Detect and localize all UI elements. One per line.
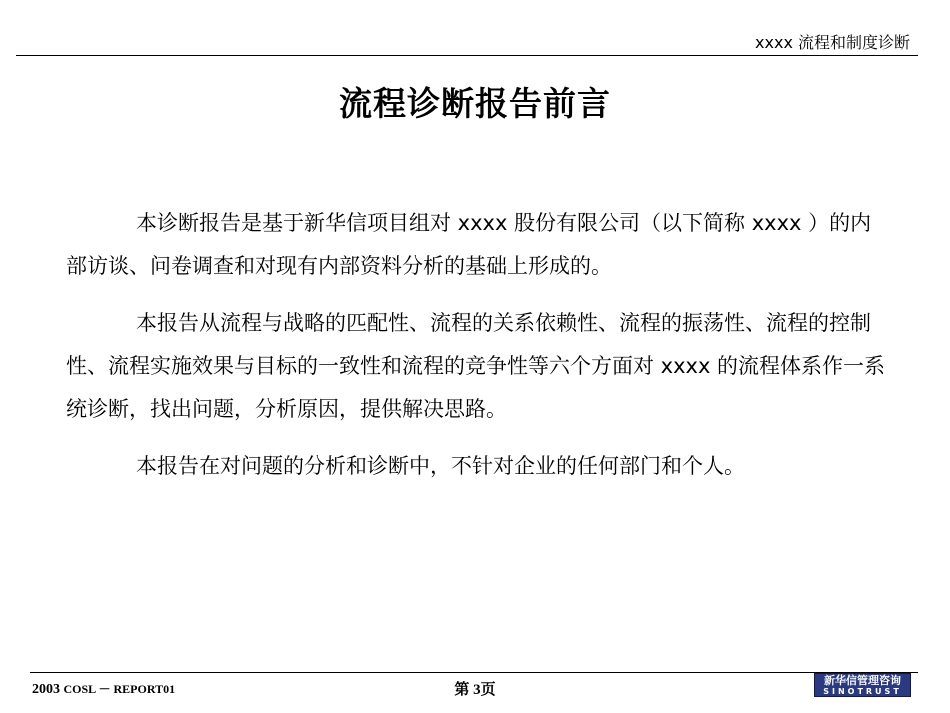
sinotrust-logo xyxy=(814,673,911,697)
page-number: 第 3页 xyxy=(454,682,496,698)
footer-code: COSL － REPORT01 xyxy=(63,682,176,696)
footer-divider xyxy=(30,672,918,673)
body-text xyxy=(66,202,886,502)
header-divider xyxy=(16,55,918,56)
paragraph-1: 本诊断报告是基于新华信项目组对 xxxx 股份有限公司（以下简称 xxxx ）的内部访谈、问卷调查和对现有内部资料分析的基础上形成的。 xyxy=(66,211,872,278)
logo-chinese-text: 新华信管理咨询 xyxy=(824,674,901,687)
paragraph-3: 本报告在对问题的分析和诊断中，不针对企业的任何部门和个人。 xyxy=(136,454,745,478)
logo-english-text: SINOTRUST xyxy=(823,687,902,696)
header-title: xxxx 流程和制度诊断 xyxy=(755,33,910,52)
paragraph-2: 本报告从流程与战略的匹配性、流程的关系依赖性、流程的振荡性、流程的控制性、流程实施效果与目标的一致性和流程的竞争性等六个方面对 xxxx 的流程体系作一系统诊断，找出问题，分析原因，提供解决思路。 xyxy=(66,311,886,421)
footer-year: 2003 xyxy=(32,682,60,697)
page-title: 流程诊断报告前言 xyxy=(339,84,611,123)
